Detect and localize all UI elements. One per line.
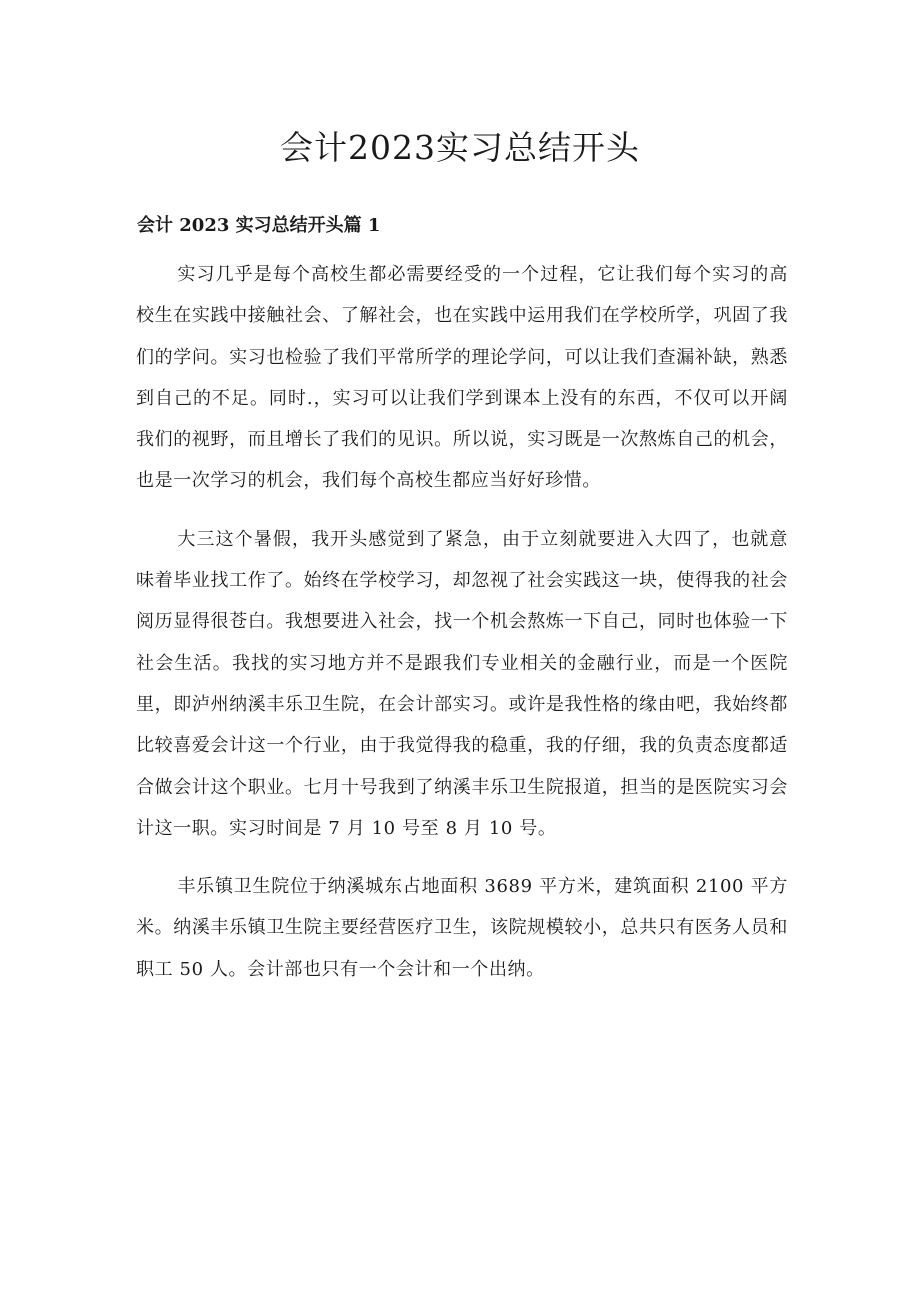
document-title: 会计2023实习总结开头 (280, 128, 640, 167)
paragraph-1: 实习几乎是每个高校生都必需要经受的一个过程，它让我们每个实习的高校生在实践中接触社会、了解社会，也在实践中运用我们在学校所学，巩固了我们的学问。实习也检验了我们平常所学的理论学问，可以让我们查漏补缺，熟悉到自己的不足。同时.，实习可以让我们学到课本上没有的东西，不仅可以开阔我们的视野，而且增长了我们的见识。所以说，实习既是一次熬炼自己的机会，也是一次学习的机会，我们每个高校生都应当好好珍惜。 (136, 264, 788, 492)
section-heading: 会计 2023 实习总结开头篇 1 (137, 215, 381, 236)
document-body (136, 254, 788, 1007)
paragraph-2: 大三这个暑假，我开头感觉到了紧急，由于立刻就要进入大四了，也就意味着毕业找工作了。始终在学校学习，却忽视了社会实践这一块，使得我的社会阅历显得很苍白。我想要进入社会，找一个机会熬炼一下自己，同时也体验一下社会生活。我找的实习地方并不是跟我们专业相关的金融行业，而是一个医院里，即泸州纳溪丰乐卫生院，在会计部实习。或许是我性格的缘由吧，我始终都比较喜爱会计这一个行业，由于我觉得我的稳重，我的仔细，我的负责态度都适合做会计这个职业。七月十号我到了纳溪丰乐卫生院报道，担当的是医院实习会计这一职。实习时间是 7 月 10 号至 8 月 10 号。 (136, 528, 788, 839)
paragraph-3: 丰乐镇卫生院位于纳溪城东占地面积 3689 平方米，建筑面积 2100 平方米。纳溪丰乐镇卫生院主要经营医疗卫生，该院规模较小，总共只有医务人员和职工 50 人。会计部也只有一个会计和一个出纳。 (136, 876, 788, 980)
